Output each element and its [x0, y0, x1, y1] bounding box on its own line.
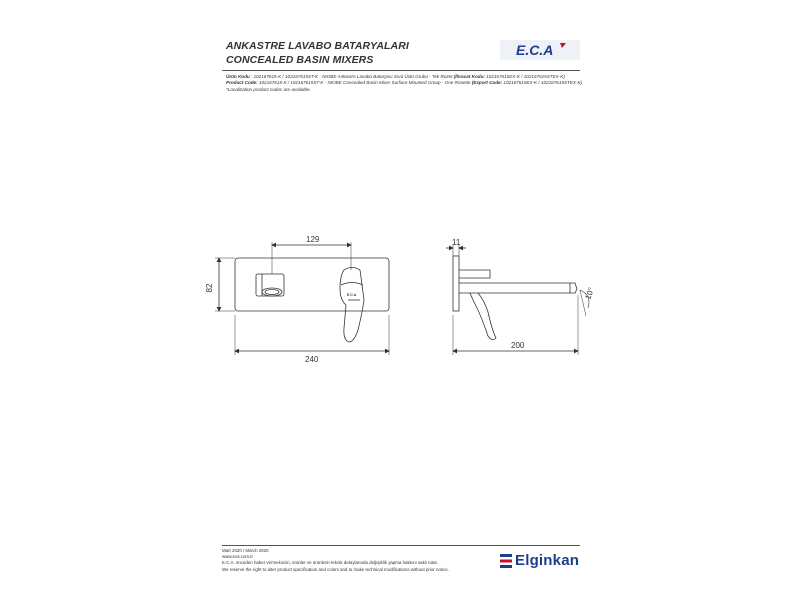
product-code-tr-text: : 102167615-K / 102167615ST-K - NIOBE Ankastre Lavabo Bataryası Sıva Üstü Grubu - Tek Rozet — [251, 74, 453, 79]
title-english: CONCEALED BASIN MIXERS — [226, 54, 374, 66]
export-code-tr-text: 102167615EX-K / 102167615STEX-K) — [486, 74, 565, 79]
title-turkish: ANKASTRE LAVABO BATARYALARI — [226, 40, 409, 52]
product-code-tr-label: Ürün Kodu — [226, 74, 250, 79]
localization-note: *Localization product codes are available. — [226, 86, 311, 92]
product-code-en-label: Product Code: — [226, 80, 258, 86]
eca-logo-text: E.C.A — [516, 42, 554, 58]
side-wall-plate — [453, 256, 459, 311]
elginkan-name: Elginkan — [515, 552, 580, 569]
disclaimer-tr: E.C.A. önceden haber vermeksizin, ürünler ve ürünlerin teknik detaylarında değişiklik yapma hakkını saklı tutar. — [222, 560, 438, 566]
dim-11-label: 11 — [452, 238, 461, 247]
footer-divider — [222, 545, 580, 546]
export-code-en-text: 102167615EX-K / 102167615STEX-K) — [503, 80, 583, 86]
side-view — [446, 244, 589, 355]
dim-129-label: 129 — [306, 235, 320, 244]
website-link[interactable]: www.eca.com.tr — [222, 554, 253, 560]
publish-date: Mart 2020 / March 2020 — [222, 548, 269, 553]
front-rosette-plate — [235, 258, 389, 311]
footer-text — [222, 548, 482, 573]
front-handle-logo: E.C.A — [347, 293, 357, 297]
dim-82-label: 82 — [205, 283, 214, 293]
dim-240-label: 240 — [305, 355, 319, 364]
product-code-en-text: 102167615-K / 102167615ST-K - NIOBE Concealed Basin Mixer Surface Mounted Group - One Rosette — [258, 80, 471, 86]
dim-angle-label: 10° — [583, 286, 597, 301]
export-code-en-label: (Export Code: — [471, 80, 503, 86]
disclaimer-en: We reserve the right to alter product specification and colors and to make technical modifications without prior notice. — [222, 566, 449, 572]
side-handle-top — [459, 270, 490, 278]
side-spout-body — [459, 283, 577, 293]
front-spout — [256, 274, 284, 296]
side-lever — [470, 293, 496, 340]
elginkan-mark-icon — [500, 554, 512, 568]
export-code-tr-label: (İhracat Kodu: — [453, 74, 485, 79]
dim-200-label: 200 — [511, 341, 525, 350]
front-handle — [340, 268, 364, 343]
elginkan-logo — [500, 552, 579, 569]
front-view — [215, 242, 389, 355]
